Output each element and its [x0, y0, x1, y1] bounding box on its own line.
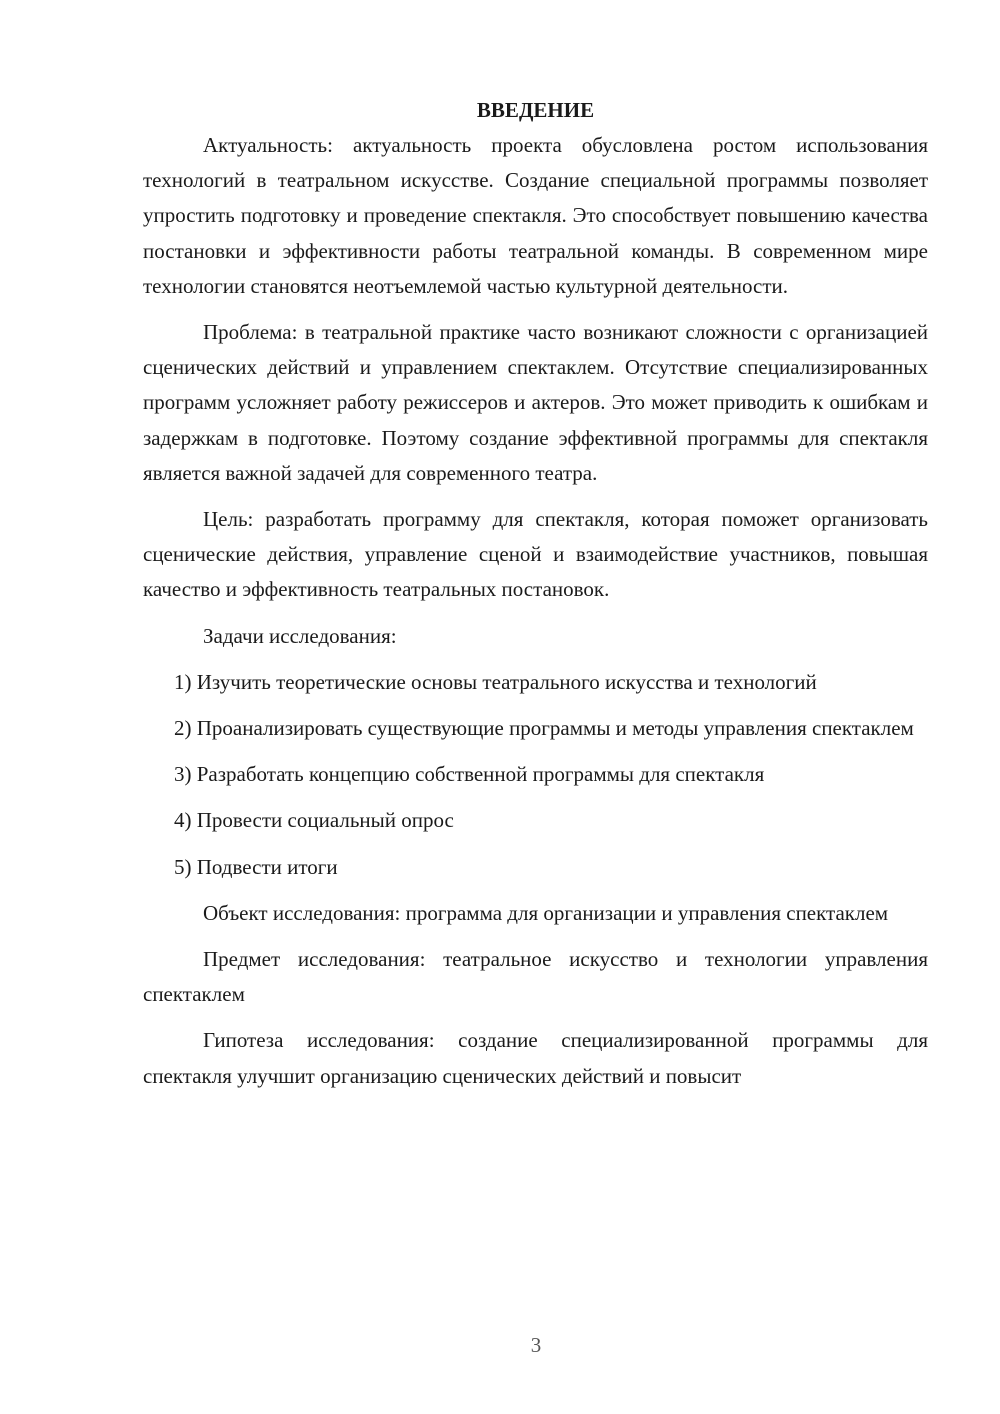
paragraph-subject: Предмет исследования: театральное искусство и технологии управления спектаклем — [143, 947, 928, 1007]
task-item-1: 1) Изучить теоретические основы театрального искусства и технологий — [174, 669, 817, 694]
section-heading: ВВЕДЕНИЕ — [476, 98, 595, 122]
paragraph-relevance: Актуальность: актуальность проекта обусловлена ростом использования технологий в театральном искусстве. Создание специальной программы позволяет упростить подготовку и проведение спектакля. Это способствует повышению качества постановки и эффективности работы театральной команды. В современном мире технологии становятся неотъемлемой частью культурной деятельности. — [143, 133, 928, 298]
page-number: 3 — [530, 1333, 542, 1357]
task-item-2: 2) Проанализировать существующие программы и методы управления спектаклем — [174, 716, 914, 741]
task-item-5: 5) Подвести итоги — [174, 854, 338, 879]
task-item-4: 4) Провести социальный опрос — [174, 808, 454, 833]
paragraph-hypothesis: Гипотеза исследования: создание специализированной программы для спектакля улучшит организацию сценических действий и повысит — [143, 1028, 928, 1088]
paragraph-goal: Цель: разработать программу для спектакля, которая поможет организовать сценические действия, управление сценой и взаимодействие участников, повышая качество и эффективность театральных постановок. — [143, 507, 928, 602]
tasks-intro: Задачи исследования: — [203, 623, 397, 648]
page-body — [143, 93, 928, 1094]
paragraph-problem: Проблема: в театральной практике часто возникают сложности с организацией сценических действий и управлением спектаклем. Отсутствие специализированных программ усложняет работу режиссеров и актеров. Это может приводить к ошибкам и задержкам в подготовке. Поэтому создание эффективной программы для спектакля является важной задачей для современного театра. — [143, 320, 928, 485]
paragraph-object: Объект исследования: программа для организации и управления спектаклем — [203, 900, 889, 925]
task-item-3: 3) Разработать концепцию собственной программы для спектакля — [174, 762, 765, 787]
